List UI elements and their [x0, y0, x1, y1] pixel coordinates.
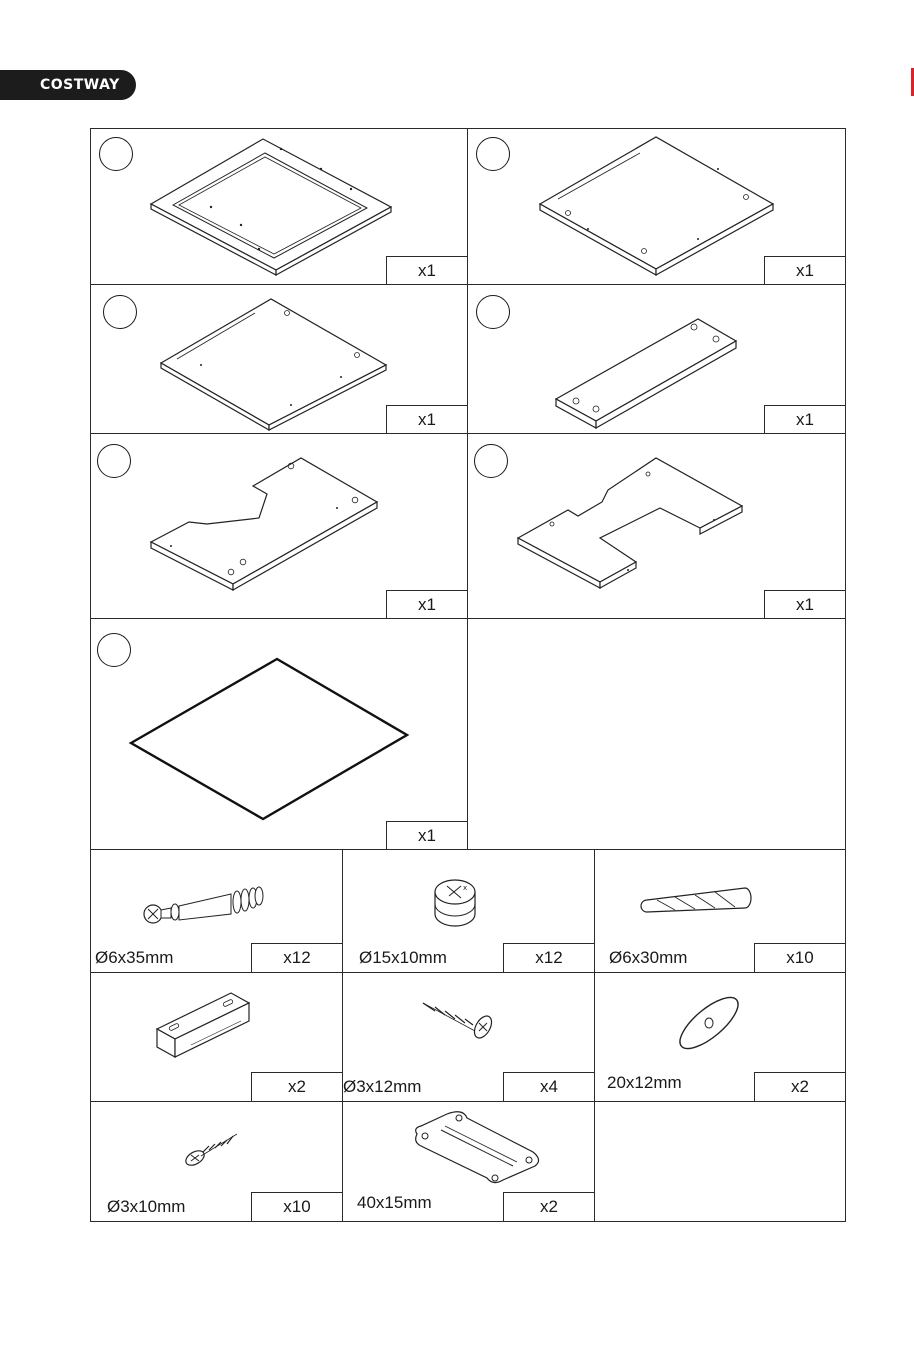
quantity-box: x4 — [503, 1072, 595, 1102]
hardware-cell-hinge — [342, 1101, 595, 1222]
dimension-label: Ø3x12mm — [343, 1077, 422, 1096]
quantity-box: x2 — [754, 1072, 846, 1102]
quantity-box: x10 — [754, 943, 846, 973]
back-sheet-icon — [91, 619, 469, 851]
quantity-box: x1 — [386, 256, 468, 285]
brand-tab — [0, 70, 136, 100]
empty-cell — [594, 1101, 846, 1222]
quantity-box: x1 — [764, 590, 846, 619]
panel-cell-c — [90, 284, 468, 434]
svg-text:x: x — [463, 884, 468, 892]
hardware-cell-screw-10 — [90, 1101, 343, 1222]
quantity-box: x1 — [386, 405, 468, 434]
panel-cell-f — [467, 433, 846, 619]
quantity-box: x1 — [386, 821, 468, 850]
hardware-cell-screw-12 — [342, 972, 595, 1102]
panel-cell-b — [467, 128, 846, 285]
quantity-box: x10 — [251, 1192, 343, 1222]
quantity-box: x2 — [503, 1192, 595, 1222]
hardware-cell-cam-lock — [342, 849, 595, 973]
dimension-label: Ø15x10mm — [359, 948, 447, 967]
dimension-label: 40x15mm — [357, 1193, 432, 1212]
quantity-box: x1 — [764, 256, 846, 285]
hardware-cell-dowel — [594, 849, 846, 973]
quantity-box: x12 — [251, 943, 343, 973]
panel-cell-d — [467, 284, 846, 434]
brand-logo: COSTWAY — [40, 77, 120, 93]
empty-cell — [467, 618, 846, 850]
hardware-cell-spacer — [594, 972, 846, 1102]
panel-cell-g — [90, 618, 468, 850]
quantity-box: x12 — [503, 943, 595, 973]
panel-cell-e — [90, 433, 468, 619]
quantity-box: x1 — [764, 405, 846, 434]
hardware-cell-cam-bolt — [90, 849, 343, 973]
dimension-label: 20x12mm — [607, 1073, 682, 1092]
hardware-cell-magnetic-catch — [90, 972, 343, 1102]
panel-cell-a — [90, 128, 468, 285]
dimension-label: Ø6x30mm — [609, 948, 688, 967]
quantity-box: x1 — [386, 590, 468, 619]
dimension-label: Ø6x35mm — [95, 948, 174, 967]
quantity-box: x2 — [251, 1072, 343, 1102]
dimension-label: Ø3x10mm — [107, 1197, 186, 1216]
